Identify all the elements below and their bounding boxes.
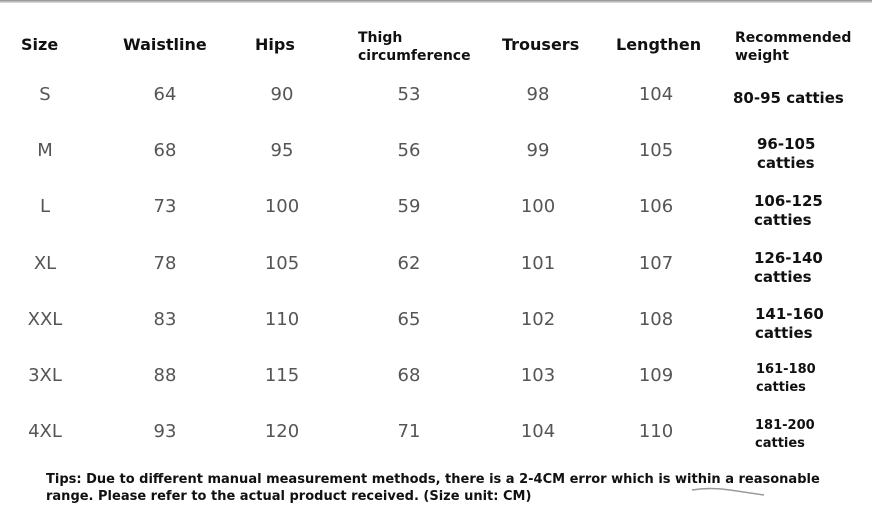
cell-size: L [39, 196, 51, 217]
cell-thigh: 65 [397, 309, 421, 330]
cell-hips: 100 [264, 196, 300, 217]
header-hips: Hips [255, 35, 295, 54]
header-waistline: Waistline [123, 35, 207, 54]
cell-weight: 141-160 catties [755, 305, 824, 342]
cell-waistline: 83 [153, 309, 177, 330]
top-divider [0, 0, 872, 3]
cell-waistline: 68 [153, 140, 177, 161]
cell-weight: 106-125 catties [754, 192, 823, 229]
cell-waistline: 93 [153, 421, 177, 442]
cell-lengthen: 107 [638, 253, 674, 274]
cell-size: XL [33, 253, 57, 274]
cell-weight: 96-105 catties [757, 135, 816, 172]
cell-size: XXL [27, 309, 63, 330]
cell-trousers: 104 [520, 421, 556, 442]
cell-thigh: 62 [397, 253, 421, 274]
header-trousers: Trousers [502, 35, 580, 54]
cell-size: 4XL [28, 421, 62, 442]
cell-trousers: 99 [526, 140, 550, 161]
cell-thigh: 53 [397, 84, 421, 105]
cell-size: 3XL [28, 365, 62, 386]
cell-hips: 120 [264, 421, 300, 442]
cell-weight: 181-200 catties [755, 418, 815, 451]
cell-lengthen: 109 [638, 365, 674, 386]
cell-thigh: 71 [397, 421, 421, 442]
cell-lengthen: 110 [638, 421, 674, 442]
cell-lengthen: 108 [638, 309, 674, 330]
cell-size: M [37, 140, 53, 161]
cell-trousers: 101 [520, 253, 556, 274]
cell-size: S [39, 84, 51, 105]
cell-thigh: 56 [397, 140, 421, 161]
cell-waistline: 88 [153, 365, 177, 386]
header-lengthen: Lengthen [616, 35, 702, 54]
tips-note: Tips: Due to different manual measurement methods, there is a 2-4CM error which is within a reasonable range. Please refer to the actual product received. (Size unit: CM) [46, 472, 820, 504]
cell-thigh: 68 [397, 365, 421, 386]
cell-hips: 95 [270, 140, 294, 161]
cell-hips: 90 [270, 84, 294, 105]
cell-trousers: 103 [520, 365, 556, 386]
cell-weight: 126-140 catties [754, 249, 823, 286]
cell-thigh: 59 [397, 196, 421, 217]
cell-hips: 110 [264, 309, 300, 330]
cell-weight: 80-95 catties [733, 89, 844, 107]
cell-waistline: 73 [153, 196, 177, 217]
cell-trousers: 98 [526, 84, 550, 105]
cell-trousers: 102 [520, 309, 556, 330]
cell-waistline: 78 [153, 253, 177, 274]
cell-lengthen: 105 [638, 140, 674, 161]
cell-lengthen: 106 [638, 196, 674, 217]
cell-waistline: 64 [153, 84, 177, 105]
cell-hips: 115 [264, 365, 300, 386]
cell-trousers: 100 [520, 196, 556, 217]
cell-hips: 105 [264, 253, 300, 274]
header-recommended-weight: Recommended weight [735, 30, 852, 64]
header-size: Size [21, 35, 59, 54]
scribble-mark [690, 486, 766, 498]
cell-weight: 161-180 catties [756, 362, 816, 395]
header-thigh-circumference: Thigh circumference [358, 30, 471, 64]
cell-lengthen: 104 [638, 84, 674, 105]
